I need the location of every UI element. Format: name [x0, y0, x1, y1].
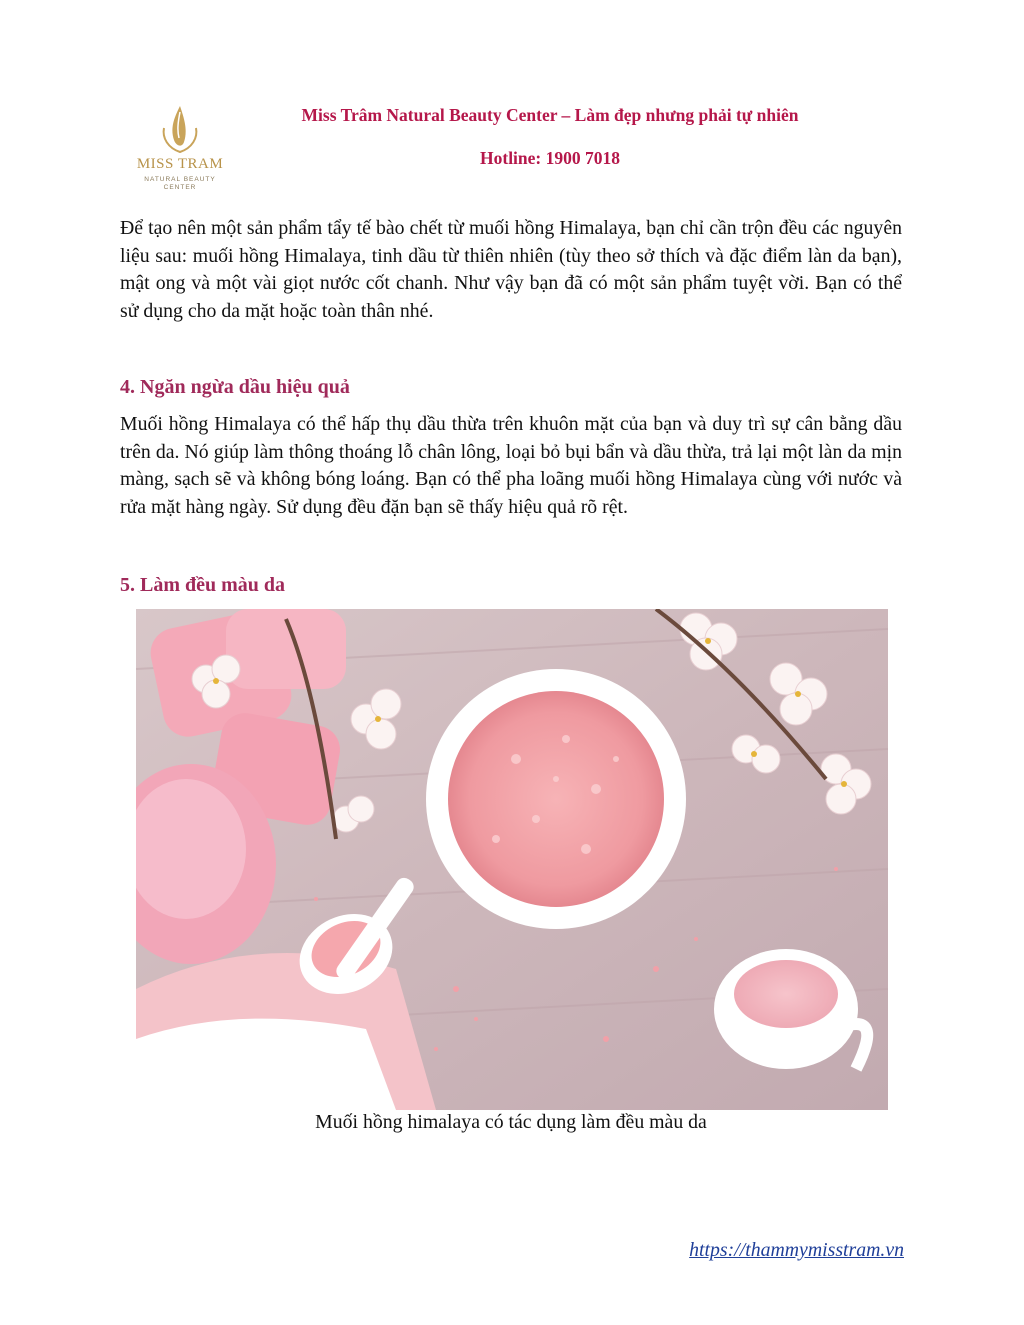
intro-paragraph: Để tạo nên một sản phẩm tẩy tế bào chết từ muối hồng Himalaya, bạn chỉ cần trộn đều các nguyên liệu sau: muối hồng Himalaya, tinh dầu từ thiên nhiên (tùy theo sở thích và đặc điểm làn da bạn), mật ong và một vài giọt nước cốt chanh. Như vậy bạn đã có một sản phẩm tuyệt vời. Bạn có thể sử dụng cho da mặt hoặc toàn thân nhé.: [120, 217, 902, 322]
logo-text: MISS TRAM: [136, 156, 224, 172]
image-caption: Muối hồng himalaya có tác dụng làm đều màu da: [315, 1111, 707, 1133]
header-hotline: Hotline: 1900 7018: [480, 148, 620, 168]
header-title: Miss Trâm Natural Beauty Center – Làm đẹp nhưng phải tự nhiên: [301, 105, 799, 125]
section-4-heading: 4. Ngăn ngừa dầu hiệu quả: [120, 376, 350, 398]
pink-salt-photo: [136, 609, 888, 1110]
section-5-heading: 5. Làm đều màu da: [120, 574, 286, 596]
footer-website-link[interactable]: https://thammymisstram.vn: [689, 1239, 904, 1261]
logo-icon: [134, 98, 226, 188]
section-4-paragraph: Muối hồng Himalaya có thể hấp thụ dầu thừa trên khuôn mặt của bạn và duy trì sự cân bằng dầu trên da. Nó giúp làm thông thoáng lỗ chân lông, loại bỏ bụi bẩn và dầu thừa, trả lại một làn da mịn màng, sạch sẽ và không bóng loáng. Bạn có thể pha loãng muối hồng Himalaya cùng với nước và rửa mặt hàng ngày. Sử dụng đều đặn bạn sẽ thấy hiệu quả rõ rệt.: [120, 413, 902, 518]
logo-subtext: NATURAL BEAUTY CENTER: [144, 176, 216, 191]
